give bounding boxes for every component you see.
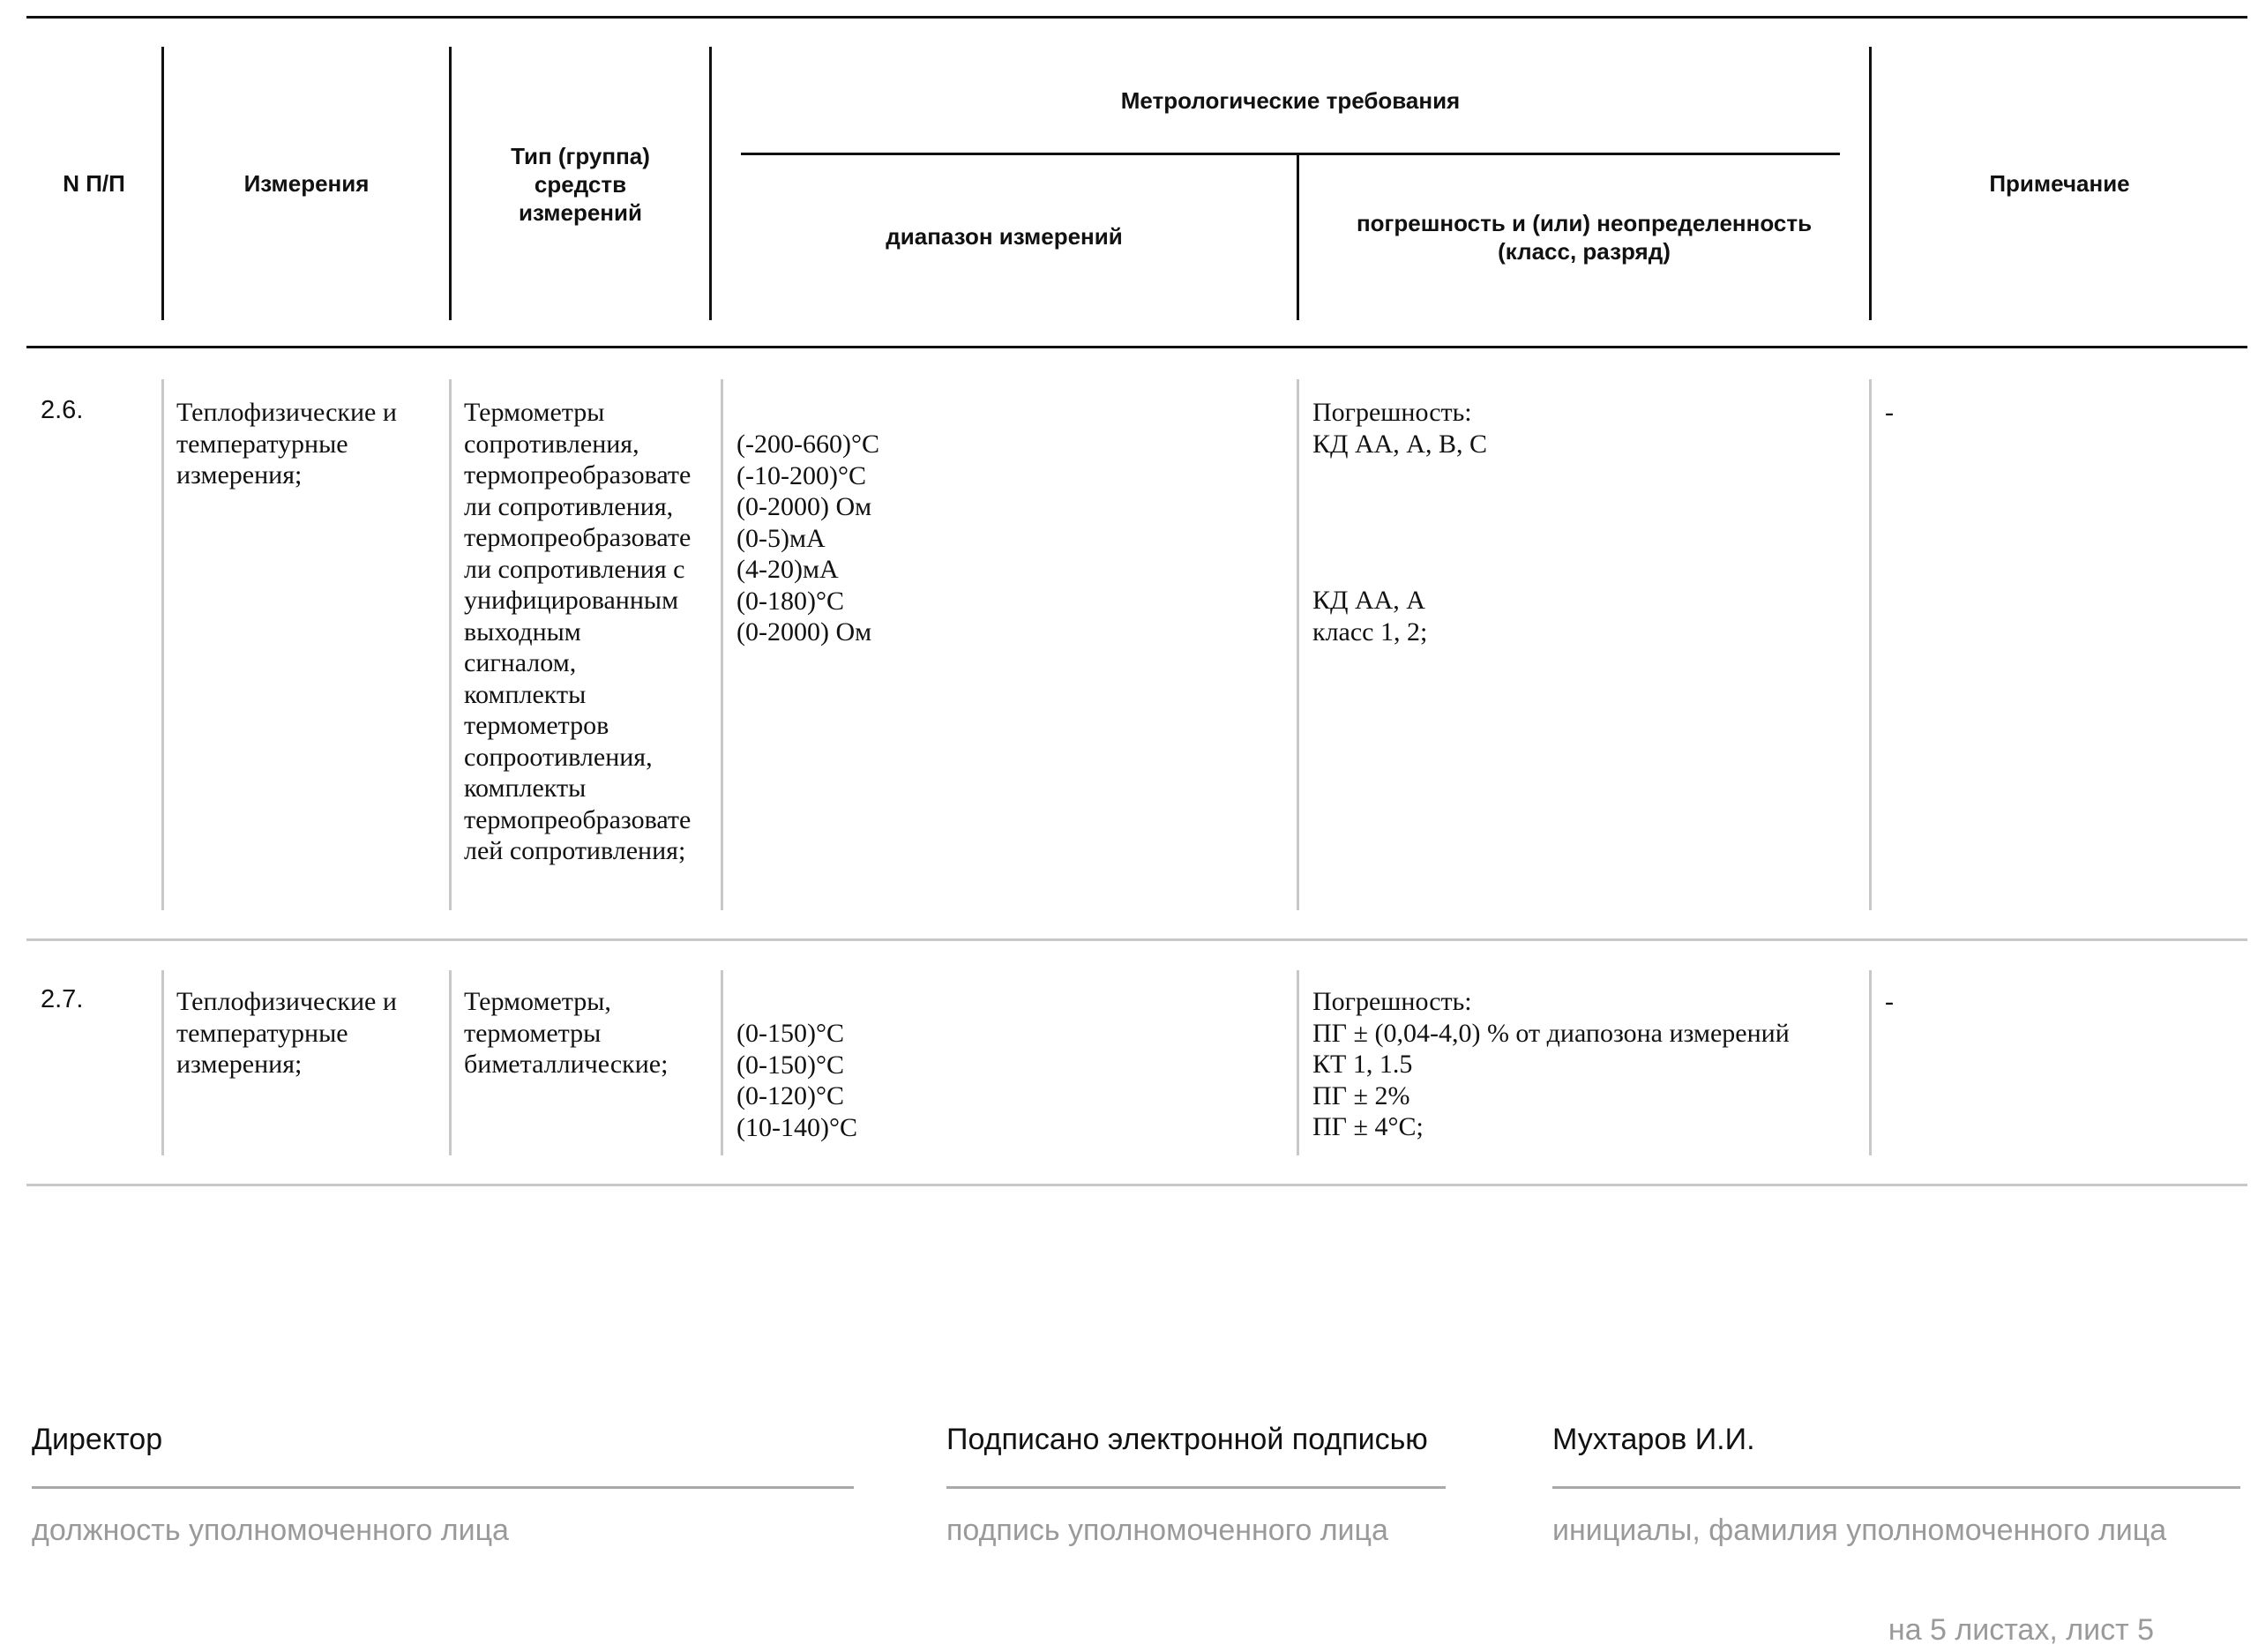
row-error: КД АА, А класс 1, 2; [1312, 586, 1428, 647]
signature-value: Подписано электронной подписью [946, 1423, 1428, 1456]
row-separator [26, 938, 2247, 941]
row-number: 2.6. [41, 396, 84, 424]
row-divider [161, 970, 164, 1155]
row-divider [721, 970, 723, 1155]
row-error: Погрешность: ПГ ± (0,04-4,0) % от диапозона измерений КТ 1, 1.5 ПГ ± 2% ПГ ± 4°C; [1312, 987, 1790, 1141]
row-note: - [1885, 398, 1894, 427]
page-info: на 5 листах, лист 5 [1888, 1613, 2154, 1647]
header-subgroup-rule [741, 153, 1840, 155]
row-instrument-type: Термометры сопротивления, термопреобразовате ли сопротивления, термопреобразовате ли сопротивления с унифицированным выходным сигналом, комплекты термометров сопроотивления, комплекты термопреобразовате лей сопротивления; [464, 398, 692, 865]
header-metrological-requirements: Метрологические требования [1120, 87, 1461, 114]
header-bottom-rule [26, 346, 2247, 348]
header-top-rule [26, 16, 2247, 19]
name-caption: инициалы, фамилия уполномоченного лица [1552, 1514, 2167, 1547]
position-value: Директор [32, 1423, 163, 1456]
row-divider [721, 379, 723, 910]
header-measurements: Измерения [243, 170, 370, 197]
row-measurements: Теплофизические и температурные измерения; [176, 987, 397, 1079]
header-error: погрешность и (или) неопределенность (класс, разряд) [1356, 210, 1813, 265]
row-divider [1297, 379, 1299, 910]
position-caption: должность уполномоченного лица [32, 1514, 509, 1547]
row-error: Погрешность: КД АА, А, В, С [1312, 398, 1487, 459]
row-measurements: Теплофизические и температурные измерения; [176, 398, 397, 490]
row-range: (0-150)°C (0-150)°C (0-120)°C (10-140)°C [736, 1019, 857, 1142]
row-separator [26, 1184, 2247, 1186]
row-note: - [1885, 987, 1894, 1016]
header-instrument-type: Тип (группа) средств измерений [511, 143, 650, 226]
row-divider [1869, 970, 1872, 1155]
name-value: Мухтаров И.И. [1552, 1423, 1755, 1456]
header-note: Примечание [1989, 170, 2130, 197]
signature-underline [946, 1486, 1446, 1489]
position-underline [32, 1486, 854, 1489]
row-divider [161, 379, 164, 910]
signature-caption: подпись уполномоченного лица [946, 1514, 1388, 1547]
row-number: 2.7. [41, 985, 84, 1013]
header-range: диапазон измерений [886, 223, 1123, 250]
name-underline [1552, 1486, 2240, 1489]
row-instrument-type: Термометры, термометры биметаллические; [464, 987, 669, 1079]
header-divider [449, 47, 452, 320]
row-divider [1297, 970, 1299, 1155]
header-divider [1297, 153, 1299, 320]
row-divider [449, 970, 452, 1155]
header-num: N П/П [63, 170, 125, 197]
row-divider [1869, 379, 1872, 910]
row-divider [449, 379, 452, 910]
row-range: (-200-660)°C (-10-200)°C (0-2000) Ом (0-5)мА (4-20)мА (0-180)°C (0-2000) Ом [736, 430, 879, 647]
